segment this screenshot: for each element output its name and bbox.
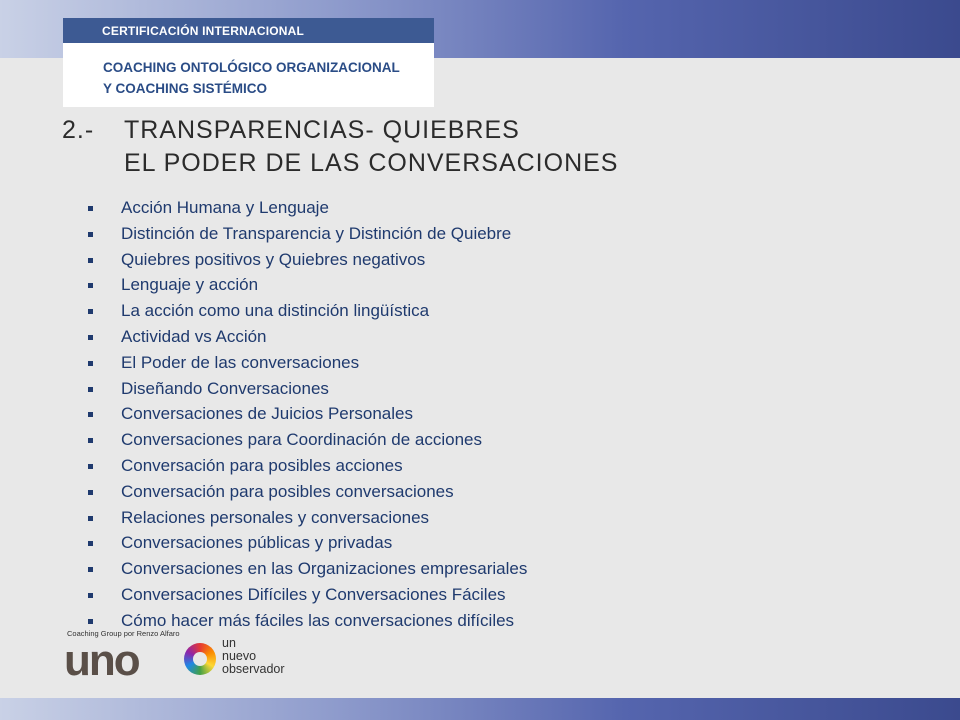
list-item xyxy=(75,301,527,327)
square-bullet-icon xyxy=(88,258,93,263)
list-item xyxy=(75,456,527,482)
uno-logo xyxy=(64,629,285,685)
header-strip xyxy=(63,18,434,43)
square-bullet-icon xyxy=(88,206,93,211)
logo-caption: Coaching Group por Renzo Alfaro xyxy=(67,629,180,638)
square-bullet-icon xyxy=(88,593,93,598)
topic-label: Conversaciones Difíciles y Conversaciones Fáciles xyxy=(121,584,506,604)
topic-label: Conversación para posibles acciones xyxy=(121,455,403,475)
square-bullet-icon xyxy=(88,387,93,392)
list-item xyxy=(75,353,527,379)
topic-label: Relaciones personales y conversaciones xyxy=(121,507,430,527)
topic-label: Actividad vs Acción xyxy=(121,326,267,346)
square-bullet-icon xyxy=(88,361,93,366)
square-bullet-icon xyxy=(88,335,93,340)
square-bullet-icon xyxy=(88,438,93,443)
square-bullet-icon xyxy=(88,283,93,288)
bottom-band xyxy=(0,698,960,720)
square-bullet-icon xyxy=(88,412,93,417)
topic-label: Conversaciones para Coordinación de acciones xyxy=(121,430,482,450)
topic-label: Conversaciones en las Organizaciones empresariales xyxy=(121,559,528,579)
list-item xyxy=(75,250,527,276)
logo-word-nuevo: nuevo xyxy=(222,649,257,663)
header-program-line2: Y COACHING SISTÉMICO xyxy=(103,81,268,96)
header-program-line1: COACHING ONTOLÓGICO ORGANIZACIONAL xyxy=(103,60,400,75)
header-strip-text: CERTIFICACIÓN INTERNACIONAL xyxy=(102,24,305,38)
title-line2: EL PODER DE LAS CONVERSACIONES xyxy=(124,149,619,177)
topic-label: Distinción de Transparencia y Distinción de Quiebre xyxy=(121,223,512,243)
list-item xyxy=(75,430,527,456)
topic-label: Quiebres positivos y Quiebres negativos xyxy=(121,249,426,269)
topic-label: Cómo hacer más fáciles las conversaciones difíciles xyxy=(121,610,515,630)
topic-label: Diseñando Conversaciones xyxy=(121,378,329,398)
topic-label: Acción Humana y Lenguaje xyxy=(121,198,329,217)
square-bullet-icon xyxy=(88,490,93,495)
logo-ring-icon xyxy=(184,643,216,675)
square-bullet-icon xyxy=(88,619,93,624)
title-line1: TRANSPARENCIAS- QUIEBRES xyxy=(124,116,520,144)
list-item xyxy=(75,482,527,508)
topic-label: El Poder de las conversaciones xyxy=(121,352,360,372)
square-bullet-icon xyxy=(88,232,93,237)
square-bullet-icon xyxy=(88,541,93,546)
topic-label: Conversaciones de Juicios Personales xyxy=(121,404,413,424)
topic-list xyxy=(75,198,527,637)
certification-header xyxy=(63,18,434,107)
list-item xyxy=(75,404,527,430)
square-bullet-icon xyxy=(88,516,93,521)
title-number: 2.- xyxy=(62,116,95,144)
square-bullet-icon xyxy=(88,309,93,314)
list-item xyxy=(75,327,527,353)
list-item xyxy=(75,379,527,405)
list-item xyxy=(75,508,527,534)
logo-word-observador: observador xyxy=(222,662,285,676)
list-item xyxy=(75,533,527,559)
list-item xyxy=(75,198,527,224)
square-bullet-icon xyxy=(88,464,93,469)
list-item xyxy=(75,559,527,585)
logo-brand: uno xyxy=(64,636,139,685)
topic-label: Conversación para posibles conversaciones xyxy=(121,481,454,501)
list-item xyxy=(75,224,527,250)
slide-title xyxy=(62,114,618,180)
list-item xyxy=(75,275,527,301)
logo-word-un: un xyxy=(222,636,236,650)
topic-label: Lenguaje y acción xyxy=(121,275,259,295)
topic-label: Conversaciones públicas y privadas xyxy=(121,533,393,553)
square-bullet-icon xyxy=(88,567,93,572)
topic-label: La acción como una distinción lingüística xyxy=(121,301,430,321)
list-item xyxy=(75,585,527,611)
